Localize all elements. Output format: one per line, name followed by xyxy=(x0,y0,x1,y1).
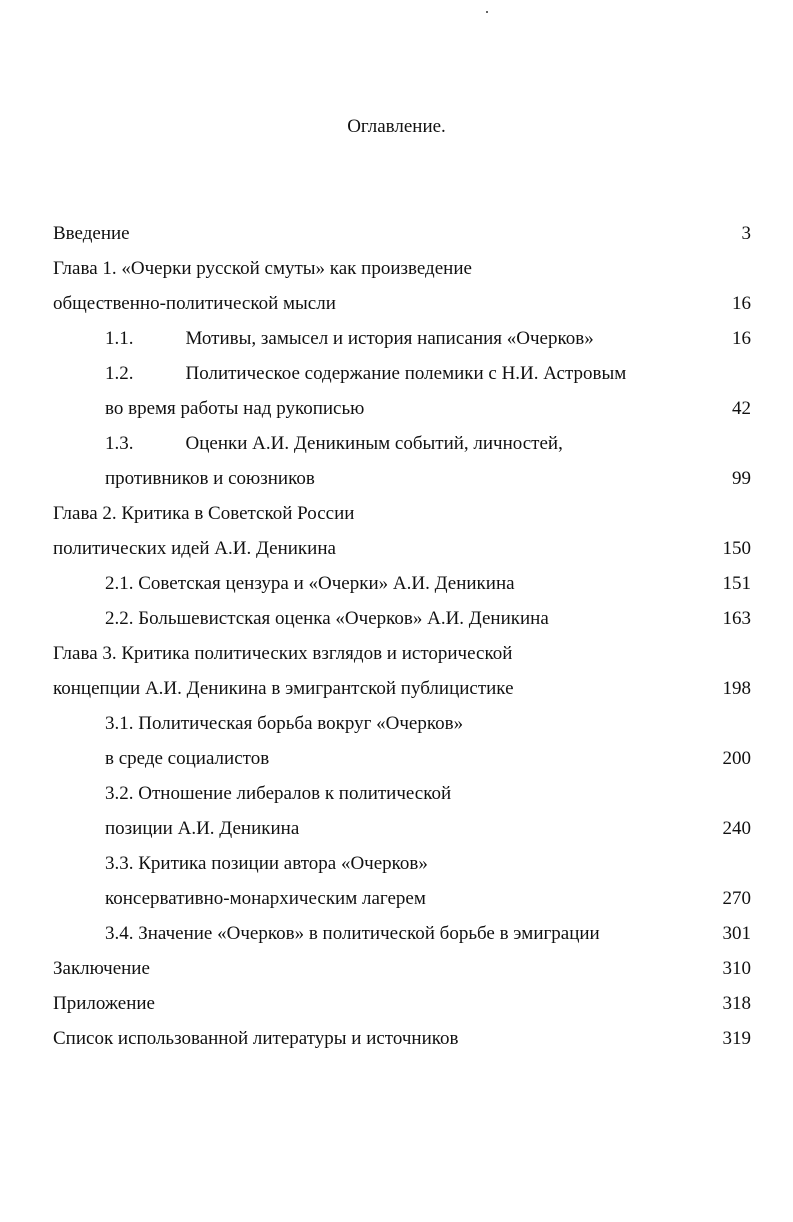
toc-entry-title: Мотивы, замысел и история написания «Очерков» xyxy=(185,328,594,349)
toc-entry-text: Приложение xyxy=(53,993,155,1014)
toc-entry-text: 3.3. Критика позиции автора «Очерков» xyxy=(105,853,428,874)
toc-entry-text: 3.4. Значение «Очерков» в политической борьбе в эмиграции xyxy=(105,923,600,944)
toc-entry-text: политических идей А.И. Деникина xyxy=(53,538,336,559)
toc-page-number: 301 xyxy=(722,923,751,944)
toc-entry-text: концепции А.И. Деникина в эмигрантской публицистике xyxy=(53,678,514,699)
toc-entry xyxy=(0,426,793,461)
toc-entry xyxy=(0,1021,793,1056)
toc-entry-text xyxy=(105,426,563,461)
page-title: Оглавление. xyxy=(347,116,446,137)
toc-entry-title: Оценки А.И. Деникиным событий, личностей, xyxy=(185,433,563,454)
toc-entry xyxy=(0,706,793,741)
toc-entry xyxy=(0,776,793,811)
toc-entry-text: в среде социалистов xyxy=(105,748,270,769)
toc-page-number: 240 xyxy=(722,818,751,839)
toc-page-number: 270 xyxy=(722,888,751,909)
toc-entry-text: Глава 1. «Очерки русской смуты» как произведение xyxy=(53,258,472,279)
toc-page-number: 42 xyxy=(732,398,751,419)
toc-entry-number: 1.2. xyxy=(105,363,134,384)
toc-entry xyxy=(0,321,793,356)
toc-entry xyxy=(0,881,793,916)
toc-page-number: 198 xyxy=(722,678,751,699)
toc-entry xyxy=(0,671,793,706)
toc-entry-title: Политическое содержание полемики с Н.И. Астровым xyxy=(185,363,627,384)
toc-entry-text: позиции А.И. Деникина xyxy=(105,818,300,839)
toc-entry-text: общественно-политической мысли xyxy=(53,293,336,314)
toc-entry xyxy=(0,951,793,986)
toc-entry-number: 1.3. xyxy=(105,433,134,454)
toc-entry-text: Глава 2. Критика в Советской России xyxy=(53,503,355,524)
toc-page-number: 99 xyxy=(732,468,751,489)
toc-entry-text: Заключение xyxy=(53,958,150,979)
toc-entry xyxy=(0,461,793,496)
toc-page-number: 150 xyxy=(722,538,751,559)
toc-entry xyxy=(0,636,793,671)
toc-entry xyxy=(0,916,793,951)
toc-entry-text: Глава 3. Критика политических взглядов и исторической xyxy=(53,643,513,664)
toc-entry-text: Введение xyxy=(53,223,130,244)
scan-speck xyxy=(486,11,488,13)
toc-entry-text: 3.1. Политическая борьба вокруг «Очерков» xyxy=(105,713,464,734)
toc-entry-text: противников и союзников xyxy=(105,468,315,489)
toc-entry-text: во время работы над рукописью xyxy=(105,398,365,419)
toc-page-number: 310 xyxy=(722,958,751,979)
toc-entry-text xyxy=(105,356,626,391)
toc-entry-text: Список использованной литературы и источников xyxy=(53,1028,459,1049)
toc-entry xyxy=(0,496,793,531)
toc-entry xyxy=(0,251,793,286)
toc-entry xyxy=(0,811,793,846)
toc-page-number: 16 xyxy=(732,328,751,349)
toc-entry xyxy=(0,741,793,776)
toc-entry xyxy=(0,531,793,566)
toc-entry-text: консервативно-монархическим лагерем xyxy=(105,888,426,909)
toc-entry xyxy=(0,216,793,251)
toc-entry xyxy=(0,846,793,881)
toc-page-number: 318 xyxy=(722,993,751,1014)
toc-entry xyxy=(0,391,793,426)
toc-entry xyxy=(0,566,793,601)
toc-entry-text: 2.1. Советская цензура и «Очерки» А.И. Деникина xyxy=(105,573,515,594)
toc-entry xyxy=(0,601,793,636)
toc-page-number: 3 xyxy=(741,223,751,244)
toc-entry xyxy=(0,356,793,391)
toc-page-number: 151 xyxy=(722,573,751,594)
toc-entry-text xyxy=(105,321,594,356)
toc-entry xyxy=(0,286,793,321)
toc-page-number: 163 xyxy=(722,608,751,629)
toc-page-number: 200 xyxy=(722,748,751,769)
toc-entry-text: 3.2. Отношение либералов к политической xyxy=(105,783,452,804)
toc-page-number: 16 xyxy=(732,293,751,314)
toc-entry xyxy=(0,986,793,1021)
toc-entry-number: 1.1. xyxy=(105,328,134,349)
toc-page-number: 319 xyxy=(722,1028,751,1049)
toc-entry-text: 2.2. Большевистская оценка «Очерков» А.И. Деникина xyxy=(105,608,549,629)
